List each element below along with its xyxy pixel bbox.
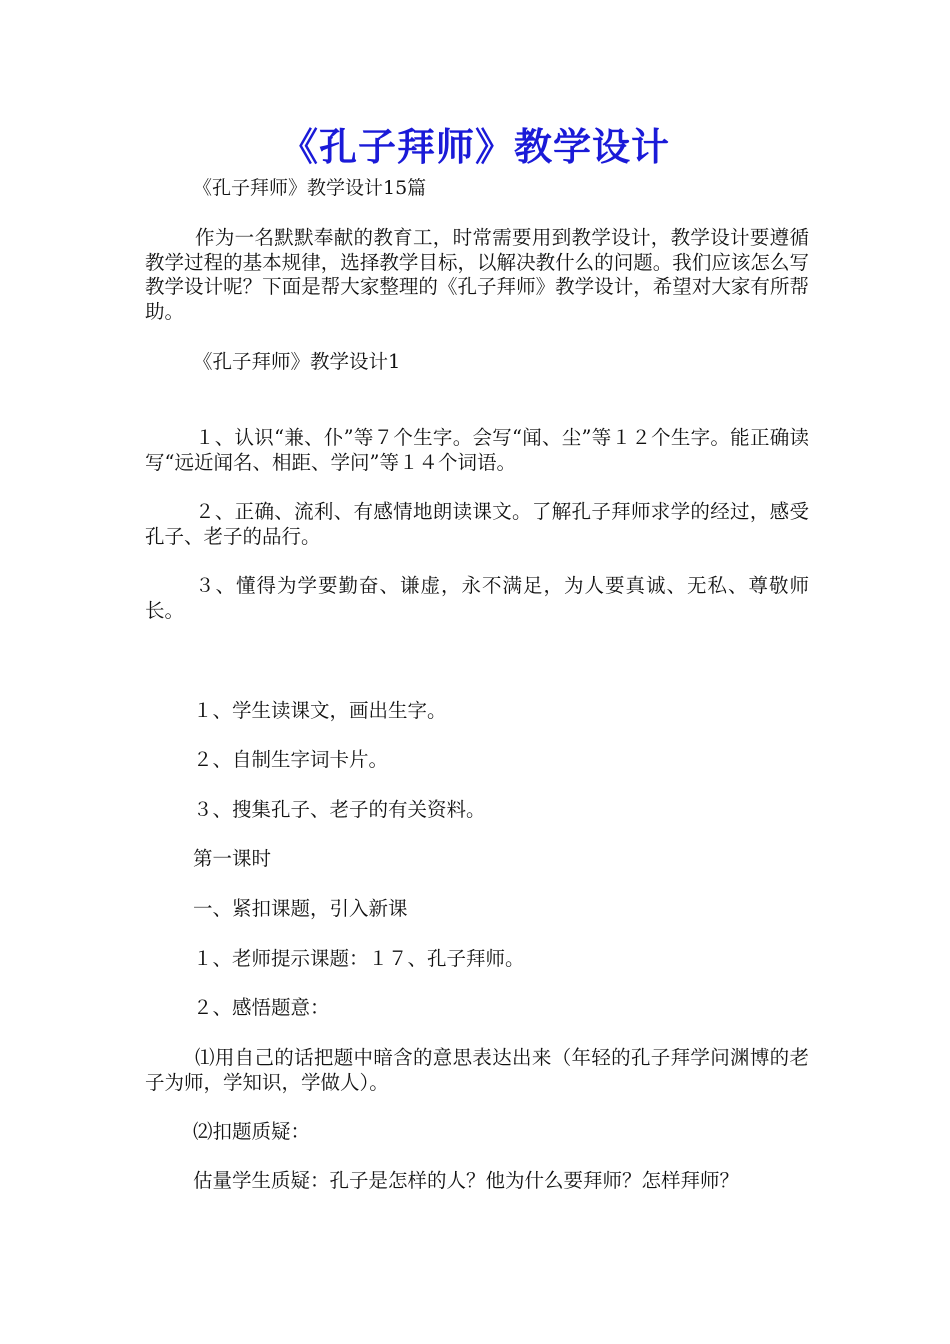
- document-subtitle: 《孔子拜师》教学设计15篇: [193, 177, 427, 199]
- lesson-label: 第一课时: [193, 847, 272, 870]
- prep-item-2: ２、自制生字词卡片。: [193, 748, 389, 771]
- sub-item-1: ⑴用自己的话把题中暗含的意思表达出来（年轻的孔子拜学问渊博的老子为师，学知识，学做人）。: [145, 1046, 809, 1094]
- question-line: 估量学生质疑：孔子是怎样的人？他为什么要拜师？怎样拜师？: [193, 1169, 740, 1192]
- step-heading: 一、紧扣课题，引入新课: [193, 897, 408, 920]
- goal-item-1: １、认识“兼、仆”等７个生字。会写“闻、尘”等１２个生字。能正确读写“远近闻名、相距、学问”等１４个词语。: [145, 426, 809, 474]
- section-heading: 《孔子拜师》教学设计1: [193, 350, 401, 373]
- step-item-2: ２、感悟题意：: [193, 996, 330, 1019]
- goal-item-2: ２、正确、流利、有感情地朗读课文。了解孔子拜师求学的经过，感受孔子、老子的品行。: [145, 500, 809, 548]
- goal-item-3: ３、懂得为学要勤奋、谦虚，永不满足，为人要真诚、无私、尊敬师长。: [145, 574, 809, 622]
- prep-item-3: ３、搜集孔子、老子的有关资料。: [193, 798, 486, 821]
- step-item-1: １、老师提示课题：１７、孔子拜师。: [193, 947, 525, 970]
- document-title: 《孔子拜师》教学设计: [279, 125, 670, 169]
- sub-item-2: ⑵扣题质疑：: [193, 1120, 311, 1143]
- intro-paragraph: 作为一名默默奉献的教育工，时常需要用到教学设计，教学设计要遵循教学过程的基本规律，选择教学目标，以解决教什么的问题。我们应该怎么写教学设计呢？下面是帮大家整理的《孔子拜师》教学设计，希望对大家有所帮助。: [145, 226, 809, 323]
- prep-item-1: １、学生读课文，画出生字。: [193, 699, 447, 722]
